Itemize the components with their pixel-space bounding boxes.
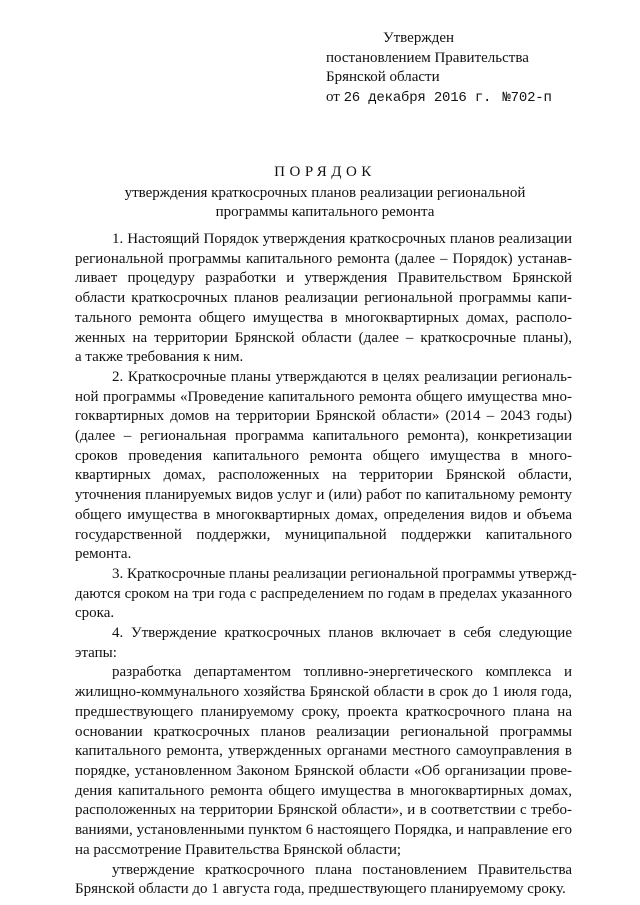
text-line: на рассмотрение Правительства Брянской области; (75, 841, 402, 858)
approval-number: №702-п (502, 89, 552, 106)
text-line: ваниями, установленными пунктом 6 настоящего Порядка, и направление его (75, 822, 572, 839)
text-line: даются сроком на три года с распределением по годам в пределах указанного (75, 585, 572, 602)
text-line: женных на территории Брянской области (далее – краткосрочные планы), (75, 329, 572, 346)
text-line: государственной поддержки, муниципальной поддержки капитального (75, 526, 572, 543)
text-line: этапы: (75, 644, 117, 661)
text-line: основании краткосрочных планов реализации региональной программы (75, 723, 572, 740)
paragraph-2 (75, 368, 572, 565)
text-line: жилищно-коммунального хозяйства Брянской области в срок до 1 июля года, (75, 684, 572, 701)
text-line: предшествующего планируемому сроку, проекта краткосрочного плана на (75, 703, 572, 720)
text-line: утверждение краткосрочного плана постановлением Правительства (112, 861, 572, 878)
approval-stamp (326, 29, 626, 108)
text-line: общего имущества в многоквартирных домах, определения видов и объема (75, 506, 572, 523)
text-line: разработка департаментом топливно-энергетического комплекса и (112, 664, 572, 681)
text-line: сроков проведения капитального ремонта общего имущества в много- (75, 447, 572, 464)
approval-date-prefix: от (326, 88, 340, 105)
text-line: ремонта. (75, 546, 132, 563)
approval-line-date (326, 88, 626, 109)
approval-line-region: Брянской области (326, 69, 440, 85)
text-line: срока. (75, 605, 115, 622)
text-line: 4. Утверждение краткосрочных планов включает в себя следующие (112, 625, 572, 642)
text-line: Брянской области до 1 августа года, предшествующего планируемому сроку. (75, 881, 566, 898)
text-line: 3. Краткосрочные планы реализации региональной программы утвержд- (112, 565, 577, 582)
document-body (75, 230, 577, 900)
text-line: а также требования к ним. (75, 349, 244, 366)
text-line: 2. Краткосрочные планы утверждаются в целях реализации региональ- (112, 368, 572, 385)
title-subtitle-line-2: программы капитального ремонта (215, 204, 435, 220)
paragraph-4-stage-2 (75, 861, 572, 900)
paragraph-1 (75, 230, 572, 368)
text-line: дения капитального ремонта общего имущества в многоквартирных домах, (75, 782, 572, 799)
paragraph-3 (75, 565, 577, 624)
text-line: тального ремонта общего имущества в многоквартирных домах, располо- (75, 309, 572, 326)
text-line: расположенных на территории Брянской области», и в соответствии с требо- (75, 802, 572, 819)
text-line: квартирных домах, расположенных на территории Брянской области, (75, 467, 572, 484)
text-line: (далее – региональная программа капитального ремонта), конкретизации (75, 428, 572, 445)
document-title (60, 163, 590, 223)
text-line: 1. Настоящий Порядок утверждения краткосрочных планов реализации (112, 231, 572, 247)
paragraph-4 (75, 624, 572, 663)
title-subtitle-line-1: утверждения краткосрочных планов реализации региональной (124, 184, 526, 201)
paragraph-4-stage-1 (75, 663, 572, 860)
text-line: региональной программы капитального ремонта (далее – Порядок) устанав- (75, 250, 572, 267)
approval-date: 26 декабря 2016 г. (343, 89, 492, 106)
approval-line-resolution: постановлением Правительства (326, 49, 529, 66)
title-heading: ПОРЯДОК (274, 164, 376, 180)
text-line: уточнения планируемых видов услуг и (или) работ по капитальному ремонту (75, 487, 572, 504)
text-line: порядке, установленном Законом Брянской области «Об организации прове- (75, 762, 572, 779)
text-line: области краткосрочных планов реализации региональной программы капи- (75, 290, 572, 307)
text-line: гоквартирных домов на территории Брянской области» (2014 – 2043 годы) (75, 408, 572, 425)
text-line: ной программы «Проведение капитального ремонта общего имущества мно- (75, 388, 572, 405)
text-line: ливает процедуру разработки и утверждения Правительством Брянской (75, 270, 572, 287)
approval-line-approved: Утвержден (383, 30, 455, 46)
text-line: капитального ремонта, утвержденных органами местного самоуправления в (75, 743, 572, 760)
